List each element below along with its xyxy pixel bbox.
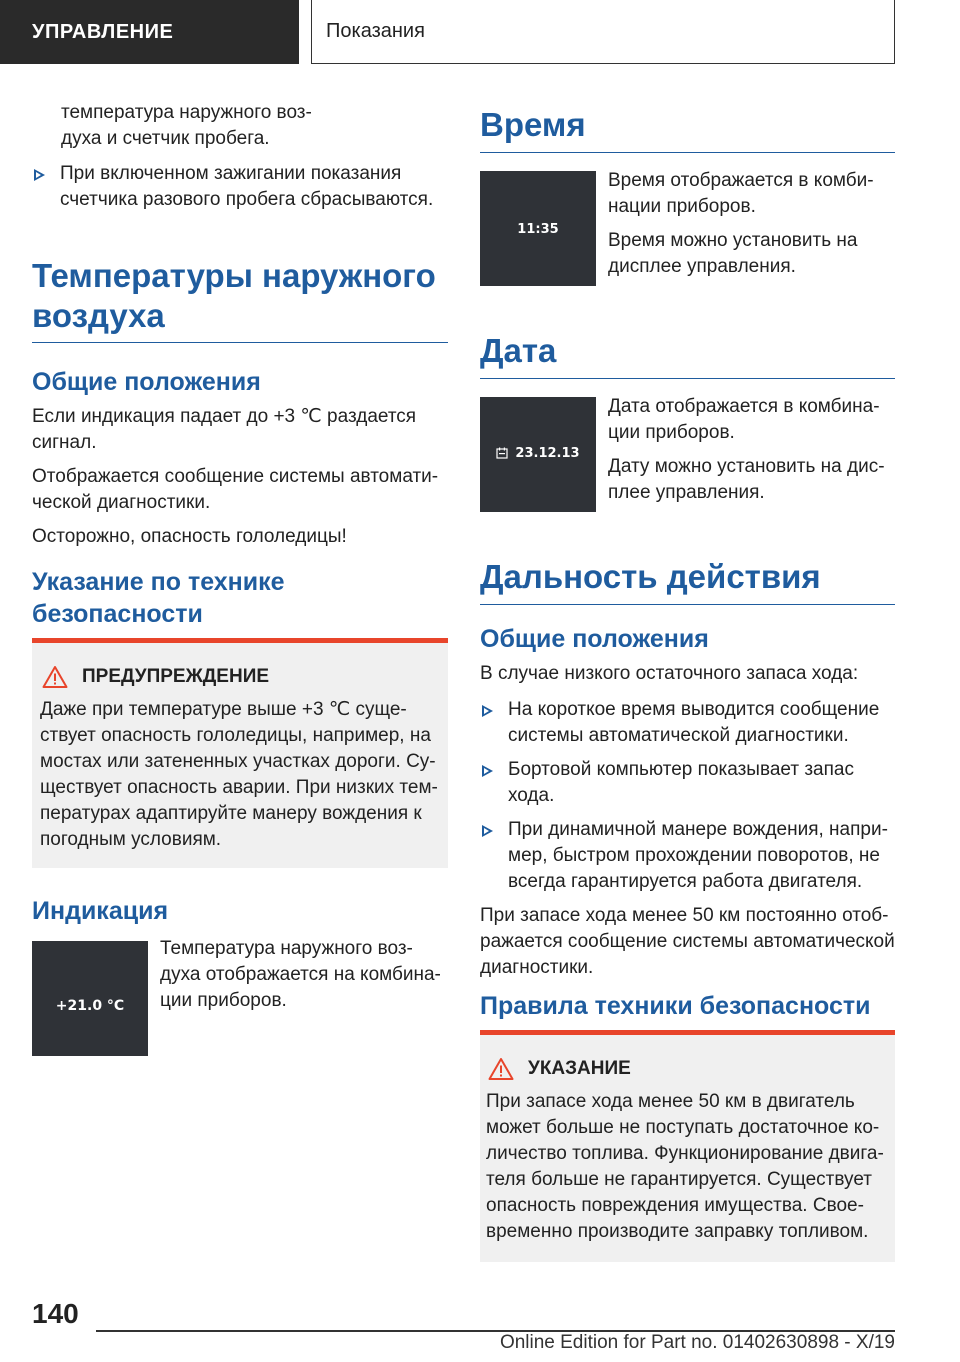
warning-triangle-icon (488, 1057, 514, 1081)
edition-footer: Online Edition for Part no. 01402630898 - X/19 (499, 1332, 895, 1353)
warning-triangle-icon (42, 665, 68, 689)
bullet-triangle-icon (34, 169, 45, 181)
list-item-text: На короткое время выводится сообщение системы автоматической диагностики. (508, 699, 880, 746)
list-item (480, 697, 895, 749)
clock-display (480, 171, 596, 286)
warning-text: Даже при температуре выше +3 ℃ суще- ствует опасность гололедицы, например, на мостах или затененных участках дороги. Су- ществует опасность аварии. При низких тем- пературах адаптируйте манеру вождения к погодным условиям. (40, 699, 438, 850)
warning-title-row (40, 665, 440, 689)
paragraph: Если индикация падает до +3 ℃ раздается сигнал. (32, 406, 417, 453)
date-reading: 23.12.13 (515, 446, 580, 461)
time-text (608, 168, 895, 288)
date-text (608, 394, 895, 514)
note-box (480, 1030, 895, 1262)
paragraph: Время отображается в комби- нации приборов. (608, 170, 874, 217)
list-item-text: При динамичной манере вождения, напри- мер, быстром прохождении поворотов, не всегда гарантируется работа двигателя. (508, 819, 888, 892)
calendar-icon (496, 447, 508, 459)
subheading-general: Общие положения (32, 368, 261, 396)
outside-temperature-display (32, 941, 148, 1056)
section-heading-date: Дата (480, 330, 895, 379)
list-item-text: Бортовой компьютер показывает запас хода. (508, 759, 854, 806)
paragraph: Дату можно установить на дис- плее управления. (608, 456, 885, 503)
section-heading-time: Время (480, 104, 895, 153)
temperature-text (32, 404, 448, 558)
note-title: УКАЗАНИЕ (528, 1058, 631, 1079)
chapter-title: Показания (326, 20, 425, 42)
list-item (480, 757, 895, 809)
paragraph: Время можно установить на дисплее управления. (608, 230, 858, 277)
bullet-triangle-icon (482, 705, 493, 717)
temperature-reading: +21.0 °C (55, 997, 125, 1014)
chapter-tab (311, 0, 895, 64)
display-text: Температура наружного воз- духа отображается на комбина- ции приборов. (160, 938, 441, 1011)
list-item-text: При включенном зажигании показания счетчика разового пробега сбрасываются. (60, 163, 434, 210)
subheading-general: Общие положения (480, 625, 709, 653)
section-heading-temperature: Температуры наружного воздуха (32, 256, 448, 343)
bullet-triangle-icon (482, 765, 493, 777)
paragraph: Осторожно, опасность гололедицы! (32, 526, 347, 547)
list-item (32, 161, 476, 213)
note-text: При запасе хода менее 50 км в двигатель может больше не поступать достаточное ко- личество топлива. Функционирование двига- теля больше не гарантируется. Существует опасность повреждения имущества. Свое- временно производите заправку топливом. (486, 1091, 884, 1242)
paragraph: Отображается сообщение системы автомати- ческой диагностики. (32, 466, 439, 513)
range-text (480, 661, 895, 989)
section-tab (0, 0, 299, 64)
clock-reading: 11:35 (517, 222, 559, 237)
subheading-display: Индикация (32, 897, 169, 925)
section-heading-range: Дальность действия (480, 556, 895, 605)
subheading-safety: Правила техники безопасности (480, 992, 871, 1020)
warning-title: ПРЕДУПРЕЖДЕНИЕ (82, 666, 270, 687)
paragraph: При запасе хода менее 50 км постоянно отоб- ражается сообщение системы автоматической диагностики. (480, 905, 895, 978)
paragraph: В случае низкого остаточного запаса хода: (480, 663, 859, 684)
warning-box (32, 638, 448, 868)
paragraph: Дата отображается в комбина- ции приборов. (608, 396, 880, 443)
subheading-safety: Указание по технике безопасности (32, 568, 285, 628)
continued-text: температура наружного воз- духа и счетчик пробега. (61, 102, 312, 149)
page-number: 140 (32, 1298, 79, 1329)
list-item (480, 817, 895, 895)
date-display (480, 397, 596, 512)
bullet-triangle-icon (482, 825, 493, 837)
note-title-row (486, 1057, 887, 1081)
section-title: УПРАВЛЕНИЕ (32, 20, 174, 43)
